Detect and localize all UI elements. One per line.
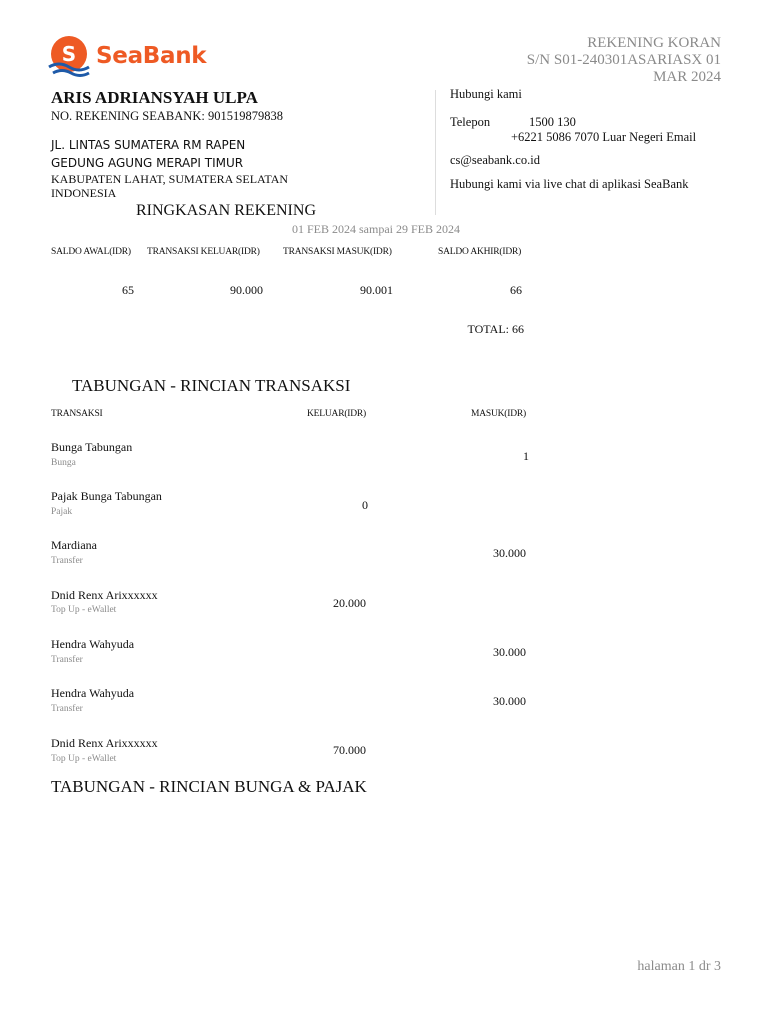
- summary-header-closing: SALDO AKHIR(IDR): [438, 247, 522, 257]
- statement-month: MAR 2024: [653, 69, 721, 85]
- phone-number-local[interactable]: 1500 130: [529, 115, 576, 129]
- transactions-header-desc: TRANSAKSI: [51, 409, 103, 419]
- serial-number: S/N S01-240301ASARIASX 01: [526, 52, 721, 68]
- transaction-type: Transfer: [51, 704, 83, 714]
- summary-value-closing: 66: [510, 283, 522, 297]
- transaction-type: Transfer: [51, 655, 83, 665]
- transaction-name: Bunga Tabungan: [51, 440, 133, 454]
- transaction-in: 30.000: [493, 645, 526, 659]
- address-line-4: INDONESIA: [51, 186, 117, 200]
- transaction-name: Dnid Renx Arixxxxxx: [51, 736, 158, 750]
- summary-value-opening: 65: [122, 283, 134, 297]
- summary-header-out: TRANSAKSI KELUAR(IDR): [147, 247, 260, 257]
- summary-total: TOTAL: 66: [467, 322, 524, 336]
- transaction-name: Mardiana: [51, 538, 97, 552]
- live-chat-note: Hubungi kami via live chat di aplikasi SeaBank: [450, 177, 689, 191]
- page-number: halaman 1 dr 3: [637, 959, 721, 974]
- contact-title: Hubungi kami: [450, 87, 522, 101]
- transaction-name: Dnid Renx Arixxxxxx: [51, 588, 158, 602]
- transaction-out: 20.000: [333, 596, 366, 610]
- transaction-in: 30.000: [493, 546, 526, 560]
- header-divider: [435, 90, 436, 215]
- svg-text:S: S: [61, 42, 77, 66]
- transaction-name: Hendra Wahyuda: [51, 637, 135, 651]
- address-line-2: GEDUNG AGUNG MERAPI TIMUR: [51, 156, 244, 170]
- transaction-name: Hendra Wahyuda: [51, 686, 135, 700]
- account-number: NO. REKENING SEABANK: 901519879838: [51, 109, 283, 123]
- transaction-type: Transfer: [51, 556, 83, 566]
- seabank-logo: [47, 34, 206, 78]
- address-line-1: JL. LINTAS SUMATERA RM RAPEN: [51, 138, 246, 152]
- seabank-logo-icon: [47, 34, 93, 78]
- doc-title: REKENING KORAN: [587, 35, 721, 51]
- transaction-in: 1: [523, 449, 529, 463]
- summary-value-out: 90.000: [230, 283, 263, 297]
- brand-name: SeaBank: [96, 43, 207, 69]
- summary-period: 01 FEB 2024 sampai 29 FEB 2024: [292, 222, 461, 236]
- transactions-title: TABUNGAN - RINCIAN TRANSAKSI: [72, 376, 351, 395]
- contact-email[interactable]: cs@seabank.co.id: [450, 153, 540, 167]
- phone-label: Telepon: [450, 115, 491, 129]
- address-line-3: KABUPATEN LAHAT, SUMATERA SELATAN: [51, 172, 289, 186]
- summary-header-opening: SALDO AWAL(IDR): [51, 247, 131, 257]
- transaction-type: Bunga: [51, 458, 76, 468]
- summary-header-in: TRANSAKSI MASUK(IDR): [283, 247, 392, 257]
- transaction-type: Top Up - eWallet: [51, 605, 117, 615]
- transaction-type: Top Up - eWallet: [51, 754, 117, 764]
- summary-value-in: 90.001: [360, 283, 393, 297]
- transaction-out: 70.000: [333, 743, 366, 757]
- transaction-name: Pajak Bunga Tabungan: [51, 489, 162, 503]
- transaction-type: Pajak: [51, 507, 73, 517]
- customer-name: ARIS ADRIANSYAH ULPA: [51, 88, 258, 107]
- interest-tax-title: TABUNGAN - RINCIAN BUNGA & PAJAK: [51, 777, 367, 796]
- transactions-header-out: KELUAR(IDR): [307, 409, 367, 419]
- transactions-header-in: MASUK(IDR): [471, 409, 527, 419]
- transaction-out: 0: [362, 498, 368, 512]
- transaction-in: 30.000: [493, 694, 526, 708]
- phone-number-international[interactable]: +6221 5086 7070 Luar Negeri Email: [511, 130, 697, 144]
- summary-title: RINGKASAN REKENING: [136, 202, 316, 219]
